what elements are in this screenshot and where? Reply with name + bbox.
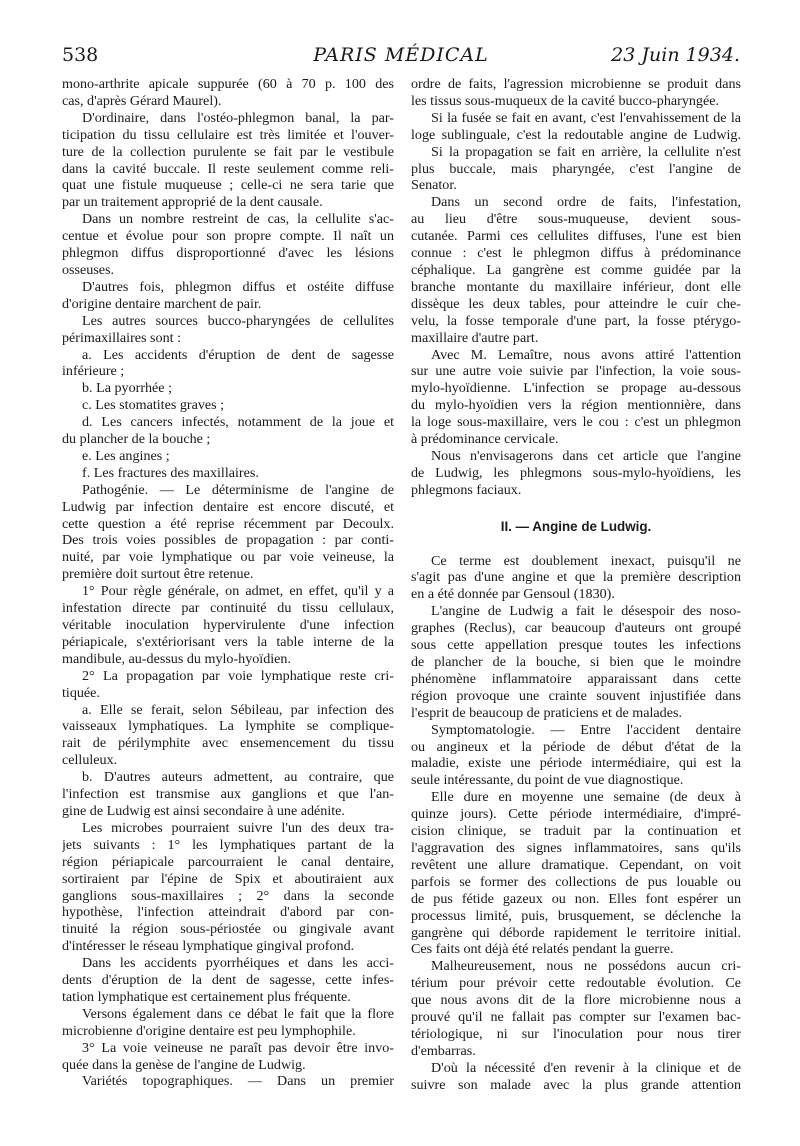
text-line: tinuité la région sous-périostée ou gingivale avant <box>62 921 394 938</box>
text-line: ticipation du tissu cellulaire est très limitée et l'ouver- <box>62 126 394 143</box>
text-line: Les microbes pourraient suivre l'un des deux tra- <box>82 819 394 836</box>
text-line: dans la cavité buccale. Il reste seulement comme reli- <box>62 160 394 177</box>
text-line: térium pour prévoir cette redoutable évolution. Ce <box>411 975 741 992</box>
text-line: dissèque les deux tables, pour atteindre le cuir che- <box>411 295 741 312</box>
text-line: osseuses. <box>62 261 115 278</box>
text-line: phénomène inflammatoire apparaissant dans cette <box>411 670 741 687</box>
text-line: d'intéresser le réseau lymphatique gingival profond. <box>62 938 355 955</box>
text-line: au lieu d'être sous-muqueuse, devient sous- <box>411 211 741 228</box>
text-line: connue : c'est le phlegmon diffus à prédominance <box>411 245 741 262</box>
text-line: seule intéressante, du point de vue diagnostique. <box>411 772 684 789</box>
text-line: de Ludwig, les phlegmons sous-mylo-hyoïdiens, les <box>411 464 741 481</box>
journal-title: PARIS MÉDICAL <box>313 44 489 66</box>
text-line: maxillaire d'autre part. <box>411 329 539 346</box>
text-line: sortiraient par l'épine de Spix et aboutiraient aux <box>62 870 394 887</box>
text-line: microbienne d'origine dentaire est peu lymphophile. <box>62 1022 356 1039</box>
running-header <box>62 44 740 70</box>
text-line: Ludwig par infection dentaire est encore discuté, et <box>62 498 394 515</box>
list-item: f. Les fractures des maxillaires. <box>82 464 259 481</box>
text-line: parfois se former des collections de pus louable ou <box>411 873 741 890</box>
text-line: Senator. <box>411 177 457 194</box>
text-line: Si la propagation se fait en arrière, la cellulite n'est <box>431 143 741 160</box>
text-line: plus buccale, mais pharyngée, c'est l'angine de <box>411 160 741 177</box>
text-line: d'origine dentaire marchent de pair. <box>62 295 262 312</box>
text-line: s'agit pas d'une angine et que la première description <box>411 569 741 586</box>
text-line: centue et évolue pour son propre compte. Il naît un <box>62 228 394 245</box>
text-line: en a été donnée par Gensoul (1830). <box>411 586 615 603</box>
list-item: d. Les cancers infectés, notamment de la joue et <box>82 414 394 431</box>
text-line: tation lymphatique est certainement plus fréquente. <box>62 988 351 1005</box>
text-line: périmaxillaires sont : <box>62 329 181 346</box>
right-column <box>411 76 741 1094</box>
text-line: cision clinique, se traduit par la continuation et <box>411 823 741 840</box>
text-line: Malheureusement, nous ne possédons aucun cri- <box>431 958 741 975</box>
text-line: nuité, par voie lymphatique ou par voie veineuse, la <box>62 549 394 566</box>
text-line: jets suivants : 1° les lymphatiques partant de la <box>62 836 394 853</box>
section-heading-symptomatologie: Symptomatologie. — Entre l'accident dentaire <box>431 721 741 738</box>
text-line: ou angineux et la période de début d'état de la <box>411 738 741 755</box>
text-line: mylo-hyoïdienne. L'infection se propage au-dessous <box>411 380 741 397</box>
text-line: d'embarras. <box>411 1042 476 1059</box>
text-line: sur une autre voie suivie par l'infection, la voie sous- <box>411 363 741 380</box>
text-line: cette question a été reprise récemment par Decoulx. <box>62 515 394 532</box>
text-line: Dans un nombre restreint de cas, la cellulite s'ac- <box>82 211 394 228</box>
text-line: quinze jours). Cette période intermédiaire, d'impré- <box>411 806 741 823</box>
text-line: L'angine de Ludwig a fait le désespoir des noso- <box>431 603 741 620</box>
text-line: du plancher de la bouche ; <box>62 431 211 448</box>
text-line: dents d'éruption de la dent de sagesse, cette infes- <box>62 972 394 989</box>
text-line: véritable inoculation hypervirulente d'une infection <box>62 617 394 633</box>
text-line: Versons également dans ce débat le fait que la flore <box>82 1005 394 1022</box>
text-line: région provoque une crainte souvent injustifiée dans <box>411 687 741 704</box>
list-item: c. Les stomatites graves ; <box>82 397 225 414</box>
text-line: D'autres fois, phlegmon diffus et ostéite diffuse <box>82 278 394 295</box>
text-line: maladie, existe une période intermédiaire, qui est la <box>411 755 741 772</box>
text-line: rait de périlymphite avec ensemencement du tissu <box>62 735 394 752</box>
text-line: ganglions sous-maxillaires ; 2° dans la seconde <box>62 887 394 904</box>
text-line: loge sublinguale, c'est la redoutable angine de Ludwig. <box>411 126 741 143</box>
text-line: Ce terme est doublement inexact, puisqu'il ne <box>431 552 741 569</box>
issue-date: 23 Juin 1934. <box>611 44 740 66</box>
text-line: mono-arthrite apicale suppurée (60 à 70 p. 100 des <box>62 76 394 92</box>
text-line: l'infection est transmise aux ganglions et que l'an- <box>62 786 394 803</box>
text-line: 3° La voie veineuse ne paraît pas devoir être invo- <box>82 1039 394 1056</box>
text-line: tériologique, ni sur l'inoculation pour nous tirer <box>411 1025 741 1042</box>
text-line: première doit surtout être retenue. <box>62 566 254 583</box>
text-line: Dans les accidents pyorrhéiques et dans les acci- <box>82 955 394 972</box>
text-line: prouvé qu'il ne fallait pas compter sur l'examen bac- <box>411 1009 741 1026</box>
text-line: Si la fusée se fait en avant, c'est l'envahissement de la <box>431 109 741 126</box>
text-line: a. Elle se ferait, selon Sébileau, par infection des <box>82 701 394 718</box>
text-line: cas, d'après Gérard Maurel). <box>62 92 222 109</box>
text-line: graphes (Reclus), car beaucoup d'auteurs ont groupé <box>411 620 741 637</box>
text-line: D'ordinaire, dans l'ostéo-phlegmon banal, la par- <box>82 109 394 126</box>
list-item: a. Les accidents d'éruption de dent de sagesse <box>82 346 394 363</box>
text-line: les tissus sous-muqueux de la cavité bucco-pharyngée. <box>411 92 720 109</box>
text-line: sous cette appellation presque toutes les infections <box>411 637 741 654</box>
text-line: phlegmon diffus disproportionné d'avec les lésions <box>62 245 394 262</box>
text-line: 1° Pour règle générale, on admet, en effet, qu'il y a <box>82 583 394 600</box>
text-line: du mylo-hyoïdien vers la région mentionnière, dans <box>411 397 741 414</box>
text-line: ture de la collection purulente se fait par le vestibule <box>62 143 394 160</box>
text-line: infestation directe par continuité du tissu cellulaux, <box>62 600 394 617</box>
text-line: suivre son malade avec la plus grande attention <box>411 1076 741 1093</box>
page-number: 538 <box>62 44 99 66</box>
text-line: de pus fétide gazeux ou non. Elles font espérer un <box>411 890 741 907</box>
text-line: cutanée. Parmi ces cellulites diffuses, l'une est bien <box>411 228 741 245</box>
text-line: l'esprit de beaucoup de praticiens et de malades. <box>411 704 682 721</box>
text-line: à prédominance cervicale. <box>411 431 559 448</box>
text-line: quat une fistule muqueuse ; celle-ci ne sera tarie que <box>62 177 394 194</box>
text-line: 2° La propagation par voie lymphatique reste cri- <box>82 667 394 684</box>
text-line: Ces faits ont déjà été relatés pendant la guerre. <box>411 941 674 958</box>
text-line: gangrène qui déborde rapidement le territoire initial. <box>411 924 741 941</box>
section-title: II. — Angine de Ludwig. <box>500 518 652 534</box>
section-heading-pathogenie: Pathogénie. — Le déterminisme de l'angine de <box>82 481 394 498</box>
text-line: céphalique. La gangrène est comme guidée par la <box>411 261 741 278</box>
text-line: Des trois voies possibles de propagation : par conti- <box>62 532 394 549</box>
section-spacer <box>411 536 741 553</box>
text-line: tiquée. <box>62 684 100 701</box>
left-column <box>62 76 394 1090</box>
text-line: région périapicale parcourraient le canal dentaire, <box>62 853 394 870</box>
text-line: périapicale, s'extériorisant vers la table interne de la <box>62 633 394 650</box>
text-line: velu, la fosse temporale d'une part, la fosse ptérygo- <box>411 312 741 329</box>
section-spacer <box>411 499 741 519</box>
text-line: vaisseaux lymphatiques. La lymphite se complique- <box>62 718 394 735</box>
text-line: Dans un second ordre de faits, l'infestation, <box>431 194 741 211</box>
text-line: Les autres sources bucco-pharyngées de cellulites <box>82 312 394 329</box>
text-line: par un traitement approprié de la dent causale. <box>62 194 323 211</box>
text-line: b. D'autres auteurs admettent, au contraire, que <box>82 769 394 786</box>
text-line: inférieure ; <box>62 363 125 380</box>
text-line: ordre de faits, l'agression microbienne se produit dans <box>411 76 741 92</box>
text-line: gine de Ludwig est ainsi secondaire à une adénite. <box>62 802 345 819</box>
list-item: b. La pyorrhée ; <box>82 380 173 397</box>
text-line: la loge sous-maxillaire, vers le cou : c'est un phlegmon <box>411 414 741 431</box>
text-line: celluleux. <box>62 752 118 769</box>
text-line: branche montante du maxillaire inférieur, dont elle <box>411 278 741 295</box>
text-line: l'aggravation des signes inflammatoires, sans qu'ils <box>411 839 741 856</box>
text-line: que nous avons dit de la flore microbienne nous a <box>411 992 741 1009</box>
text-line: hypothèse, l'infection atteindrait d'abord par con- <box>62 904 394 921</box>
text-line: Nous n'envisagerons dans cet article que l'angine <box>431 447 741 464</box>
text-line: D'où la nécessité d'en revenir à la clinique et de <box>431 1059 741 1076</box>
list-item: e. Les angines ; <box>82 447 170 464</box>
text-line: quée dans la genèse de l'angine de Ludwig. <box>62 1056 306 1073</box>
text-line: processus limité, puis, brusquement, se déclenche la <box>411 907 741 924</box>
text-line: phlegmons faciaux. <box>411 481 522 498</box>
text-line: Avec M. Lemaître, nous avons attiré l'attention <box>431 346 741 363</box>
section-heading-varietes: Variétés topographiques. — Dans un premier <box>82 1073 394 1090</box>
text-line: revêtent une allure dramatique. Cependant, on voit <box>411 856 741 873</box>
text-line: de plancher de la bouche, si bien que le moindre <box>411 654 741 670</box>
text-line: mandibule, au-dessus du mylo-hyoïdien. <box>62 650 291 667</box>
text-line: Elle dure en moyenne une semaine (de deux à <box>431 789 741 806</box>
